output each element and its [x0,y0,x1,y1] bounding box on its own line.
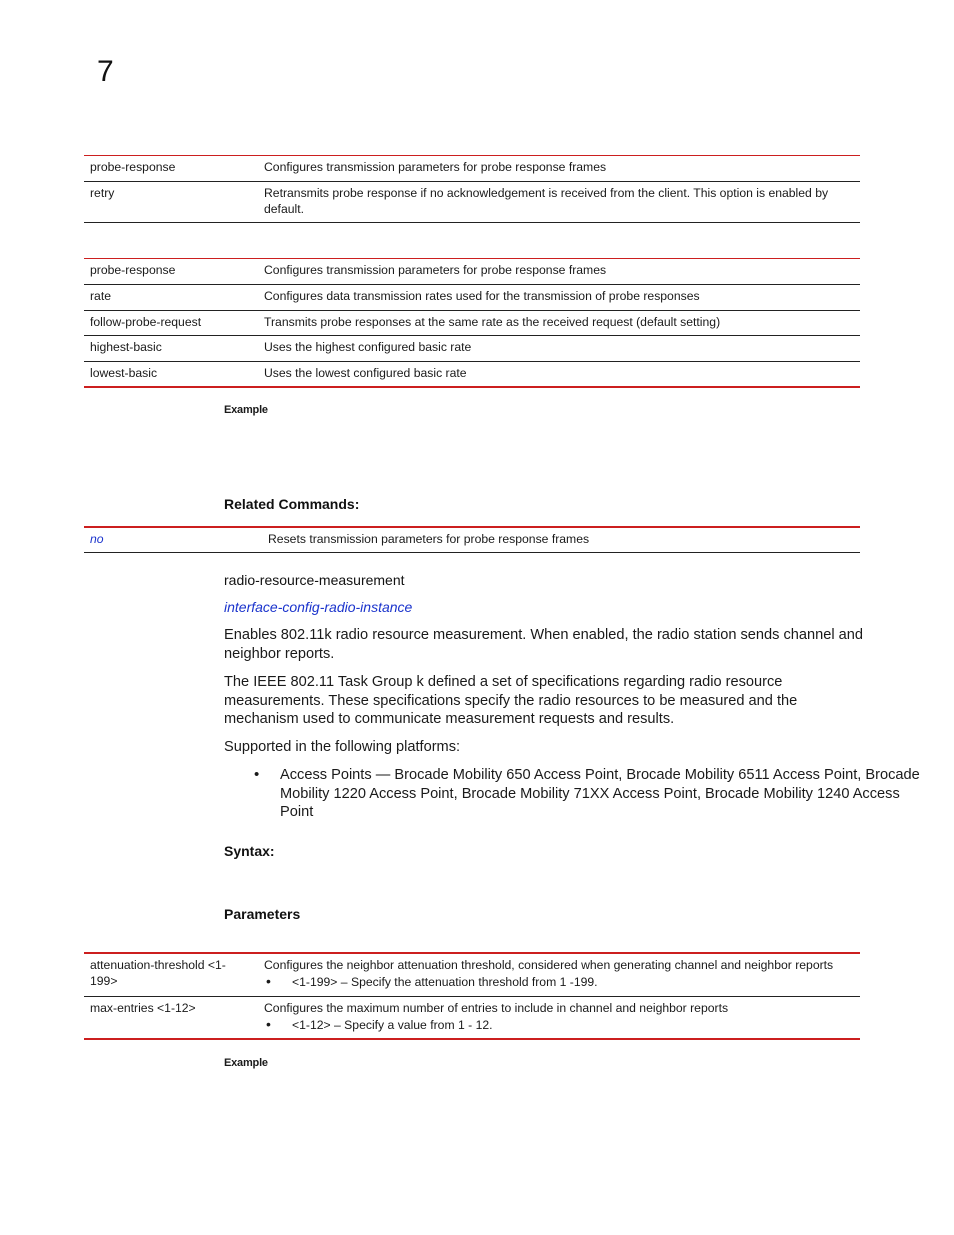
example-label: Example [224,404,268,416]
table-row [84,362,860,387]
param-name: retry [84,182,258,223]
param-name: max-entries <1-12> [84,996,258,1039]
description-paragraph: The IEEE 802.11 Task Group k defined a set of specifications regarding radio resource measurements. These specifications specify the radio resources to be measured and the mechanism used to communicate measurement requests and results. [224,674,798,728]
related-commands-table [84,526,860,553]
param-name: rate [84,285,258,311]
rate-parameters-table [84,258,860,388]
table-row [84,336,860,362]
list-item: • Access Points — Brocade Mobility 650 Access Point, Brocade Mobility 6511 Access Point, Brocade Mobility 1220 Access Point, Brocade Mobility 71XX Access Point, Brocade Mobility 1240 Access Point [280,766,920,822]
description-paragraph: Enables 802.11k radio resource measurement. When enabled, the radio station sends channel and neighbor reports. [224,627,864,662]
param-description: Configures data transmission rates used for the transmission of probe responses [258,285,860,311]
table-row [84,182,860,223]
related-commands-heading: Related Commands: [224,496,360,512]
command-title: radio-resource-measurement [224,572,405,588]
param-name: probe-response [90,263,176,277]
param-description: Uses the highest configured basic rate [258,336,860,362]
platforms-intro: Supported in the following platforms: [224,739,461,755]
table-row [84,953,860,996]
syntax-heading: Syntax: [224,843,275,859]
example-label: Example [224,1057,268,1069]
chapter-number: 7 [97,55,114,88]
related-command-description: Resets transmission parameters for probe response frames [268,532,590,546]
context-link-wrapper [224,599,412,615]
param-description-cell [258,996,860,1039]
table-row [84,996,860,1039]
param-name: follow-probe-request [84,311,258,336]
param-options [264,974,854,990]
parameters-table [84,952,860,1040]
list-item: • <1-199> – Specify the attenuation threshold from 1 -199. [292,974,854,990]
param-options [264,1017,854,1033]
list-item: • <1-12> – Specify a value from 1 - 12. [292,1017,854,1033]
param-name: probe-response [90,160,176,174]
table-row [84,156,860,182]
table-row [84,527,860,552]
param-name: highest-basic [84,336,258,362]
param-description: Configures transmission parameters for probe response frames [264,160,607,174]
retry-parameters-table [84,155,860,223]
param-description-cell [258,953,860,996]
param-description: Configures the maximum number of entries to include in channel and neighbor reports [264,1000,729,1015]
param-description: Uses the lowest configured basic rate [258,362,860,387]
related-command-cell [84,527,262,552]
param-description: Transmits probe responses at the same rate as the received request (default setting) [258,311,860,336]
param-description: Configures transmission parameters for probe response frames [264,263,607,277]
param-description: Retransmits probe response if no acknowledgement is received from the client. This option is enabled by default. [258,182,860,223]
related-command-link[interactable]: no [90,532,104,546]
parameters-heading: Parameters [224,906,301,922]
table-row [84,259,860,285]
context-link[interactable]: interface-config-radio-instance [224,599,413,615]
param-name: attenuation-threshold <1-199> [90,958,226,988]
param-name: lowest-basic [84,362,258,387]
table-row [84,285,860,311]
table-row [84,311,860,336]
platforms-list [224,766,920,822]
param-description: Configures the neighbor attenuation threshold, considered when generating channel and neighbor reports [264,958,834,972]
